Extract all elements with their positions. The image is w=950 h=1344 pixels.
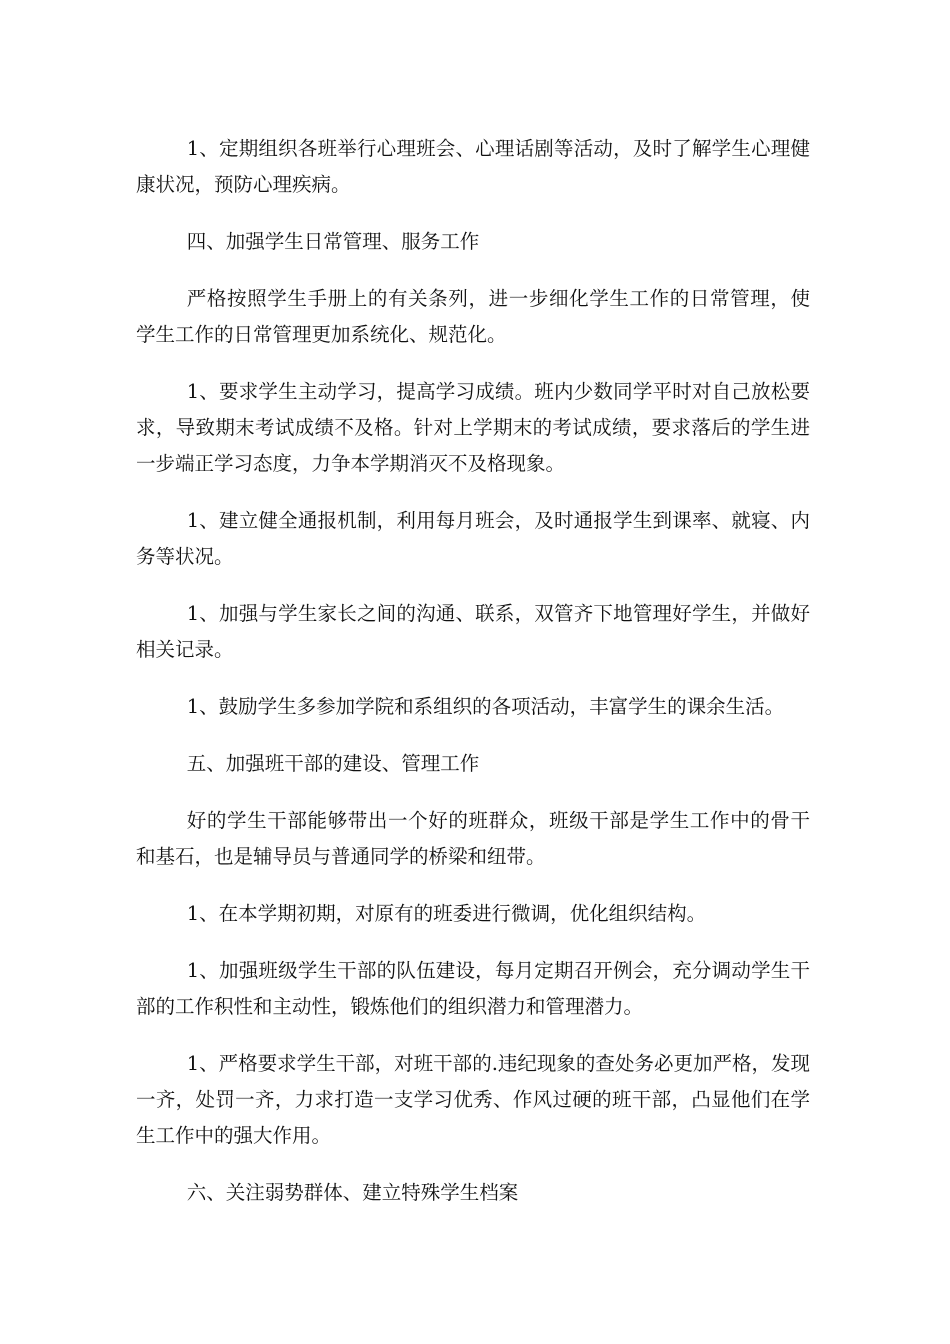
section-heading-class-cadres: 五、加强班干部的建设、管理工作 [186,752,480,775]
paragraph-cadre-importance: 好的学生干部能够带出一个好的班群众，班级干部是学生工作中的骨干和基石，也是辅导员与普通同学的桥梁和纽带。 [136,809,810,868]
paragraph-committee-adjustment: 1、在本学期初期，对原有的班委进行微调，优化组织结构。 [186,902,707,925]
section-heading-daily-management: 四、加强学生日常管理、服务工作 [186,230,480,253]
paragraph-cadre-discipline: 1、严格要求学生干部，对班干部的.违纪现象的查处务必更加严格，发现一齐，处罚一齐，力求打造一支学习优秀、作风过硬的班干部，凸显他们在学生工作中的强大作用。 [136,1052,810,1147]
section-heading-vulnerable-groups: 六、关注弱势群体、建立特殊学生档案 [186,1181,519,1204]
paragraph-parent-communication: 1、加强与学生家长之间的沟通、联系，双管齐下地管理好学生，并做好相关记录。 [136,602,810,661]
document-body [136,131,810,1232]
paragraph-activities-encouragement: 1、鼓励学生多参加学院和系组织的各项活动，丰富学生的课余生活。 [186,695,785,718]
paragraph-psych-activities: 1、定期组织各班举行心理班会、心理话剧等活动，及时了解学生心理健康状况，预防心理疾病。 [136,137,810,196]
paragraph-report-mechanism: 1、建立健全通报机制，利用每月班会，及时通报学生到课率、就寝、内务等状况。 [136,509,810,568]
paragraph-handbook-rules: 严格按照学生手册上的有关条列，进一步细化学生工作的日常管理，使学生工作的日常管理更加系统化、规范化。 [136,287,810,346]
paragraph-study-requirements: 1、要求学生主动学习，提高学习成绩。班内少数同学平时对自己放松要求，导致期末考试成绩不及格。针对上学期末的考试成绩，要求落后的学生进一步端正学习态度，力争本学期消灭不及格现象。 [136,380,810,475]
paragraph-cadre-team-building: 1、加强班级学生干部的队伍建设，每月定期召开例会，充分调动学生干部的工作积性和主动性，锻炼他们的组织潜力和管理潜力。 [136,959,810,1018]
